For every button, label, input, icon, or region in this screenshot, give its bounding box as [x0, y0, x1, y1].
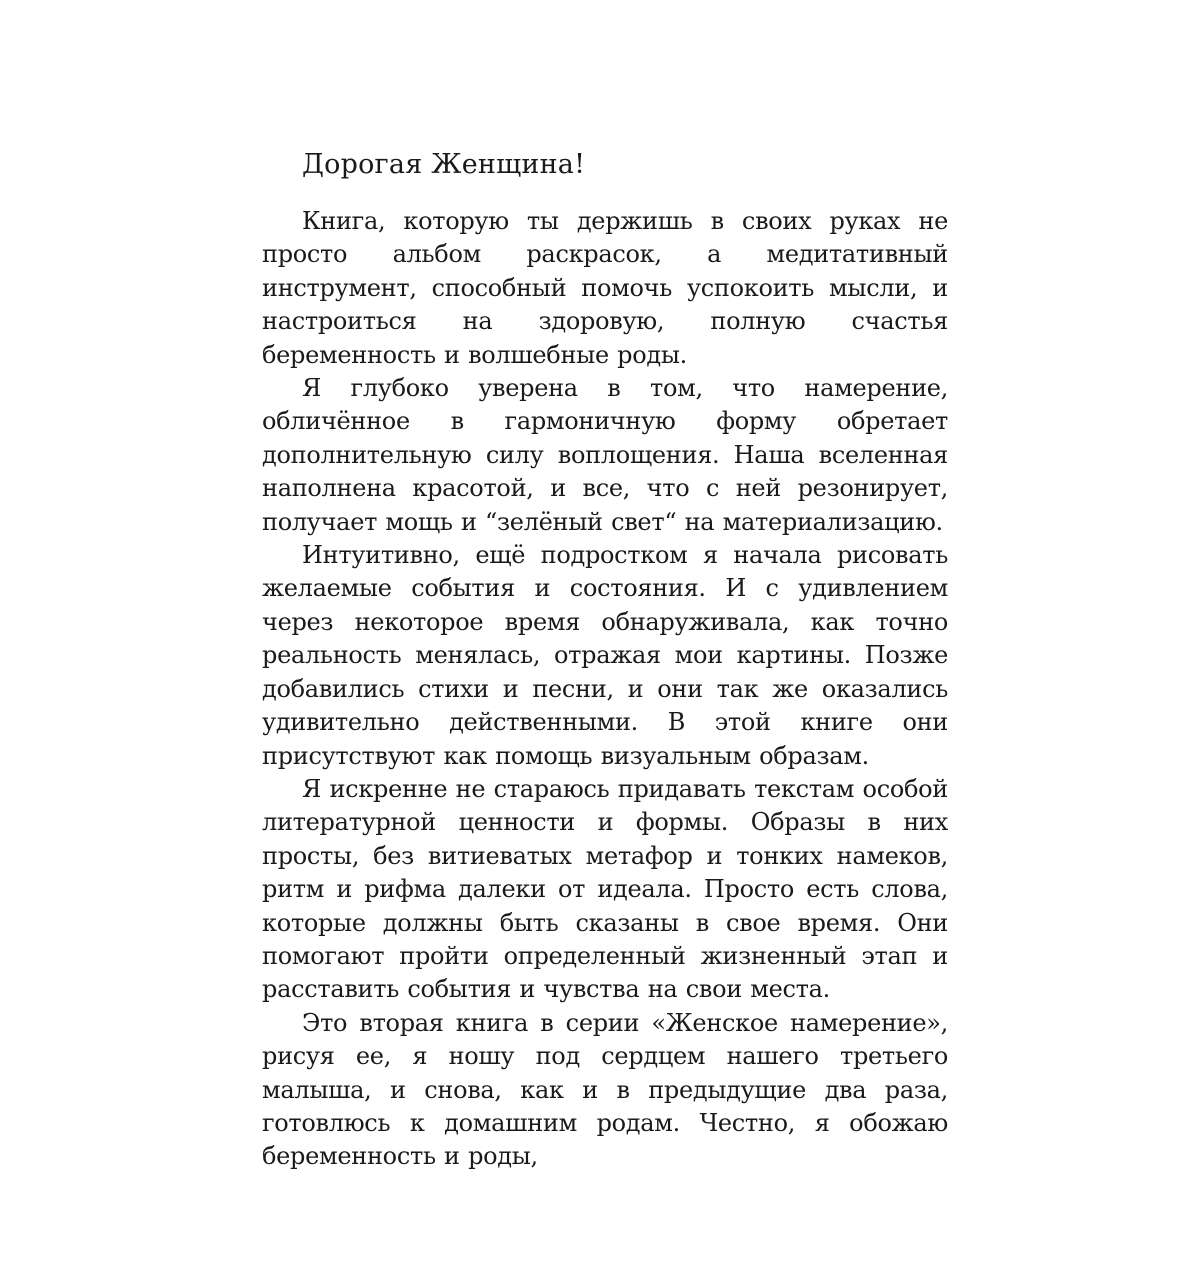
paragraph-4: Я искренне не стараюсь придавать текстам особой литературной ценности и формы. Образы в них просты, без витиеватых метафор и тонких намеков, ритм и рифма далеки от идеала. Просто есть слова, которые должны быть сказаны в свое время. Они помогают пройти определенный жизненный этап и расставить события и чувства на свои места. — [262, 774, 948, 1004]
paragraph-3: Интуитивно, ещё подростком я начала рисовать желаемые события и состояния. И с удивлением через некоторое время обнаруживала, как точно реальность менялась, отражая мои картины. Позже добавились стихи и песни, и они так же оказались удивительно действенными. В этой книге они присутствуют как помощь визуальным образам. — [262, 541, 948, 770]
page-title: Дорогая Женщина! — [302, 149, 586, 180]
paragraph-1: Книга, которую ты держишь в своих руках не просто альбом раскрасок, а медитативный инструмент, способный помочь успокоить мысли, и настроиться на здоровую, полную счастья беременность и волшебные роды. — [262, 207, 948, 369]
paragraph-5: Это вторая книга в серии «Женское намерение», рисуя ее, я ношу под сердцем нашего третьего малыша, и снова, как и в предыдущие два раза, готовлюсь к домашним родам. Честно, я обожаю беременность и роды, — [262, 1008, 948, 1171]
paragraph-2: Я глубоко уверена в том, что намерение, обличённое в гармоничную форму обретает дополнительную силу воплощения. Наша вселенная наполнена красотой, и все, что с ней резонирует, получает мощь и “зелёный свет“ на материализацию. — [262, 374, 948, 536]
page-text-block — [262, 145, 948, 1174]
